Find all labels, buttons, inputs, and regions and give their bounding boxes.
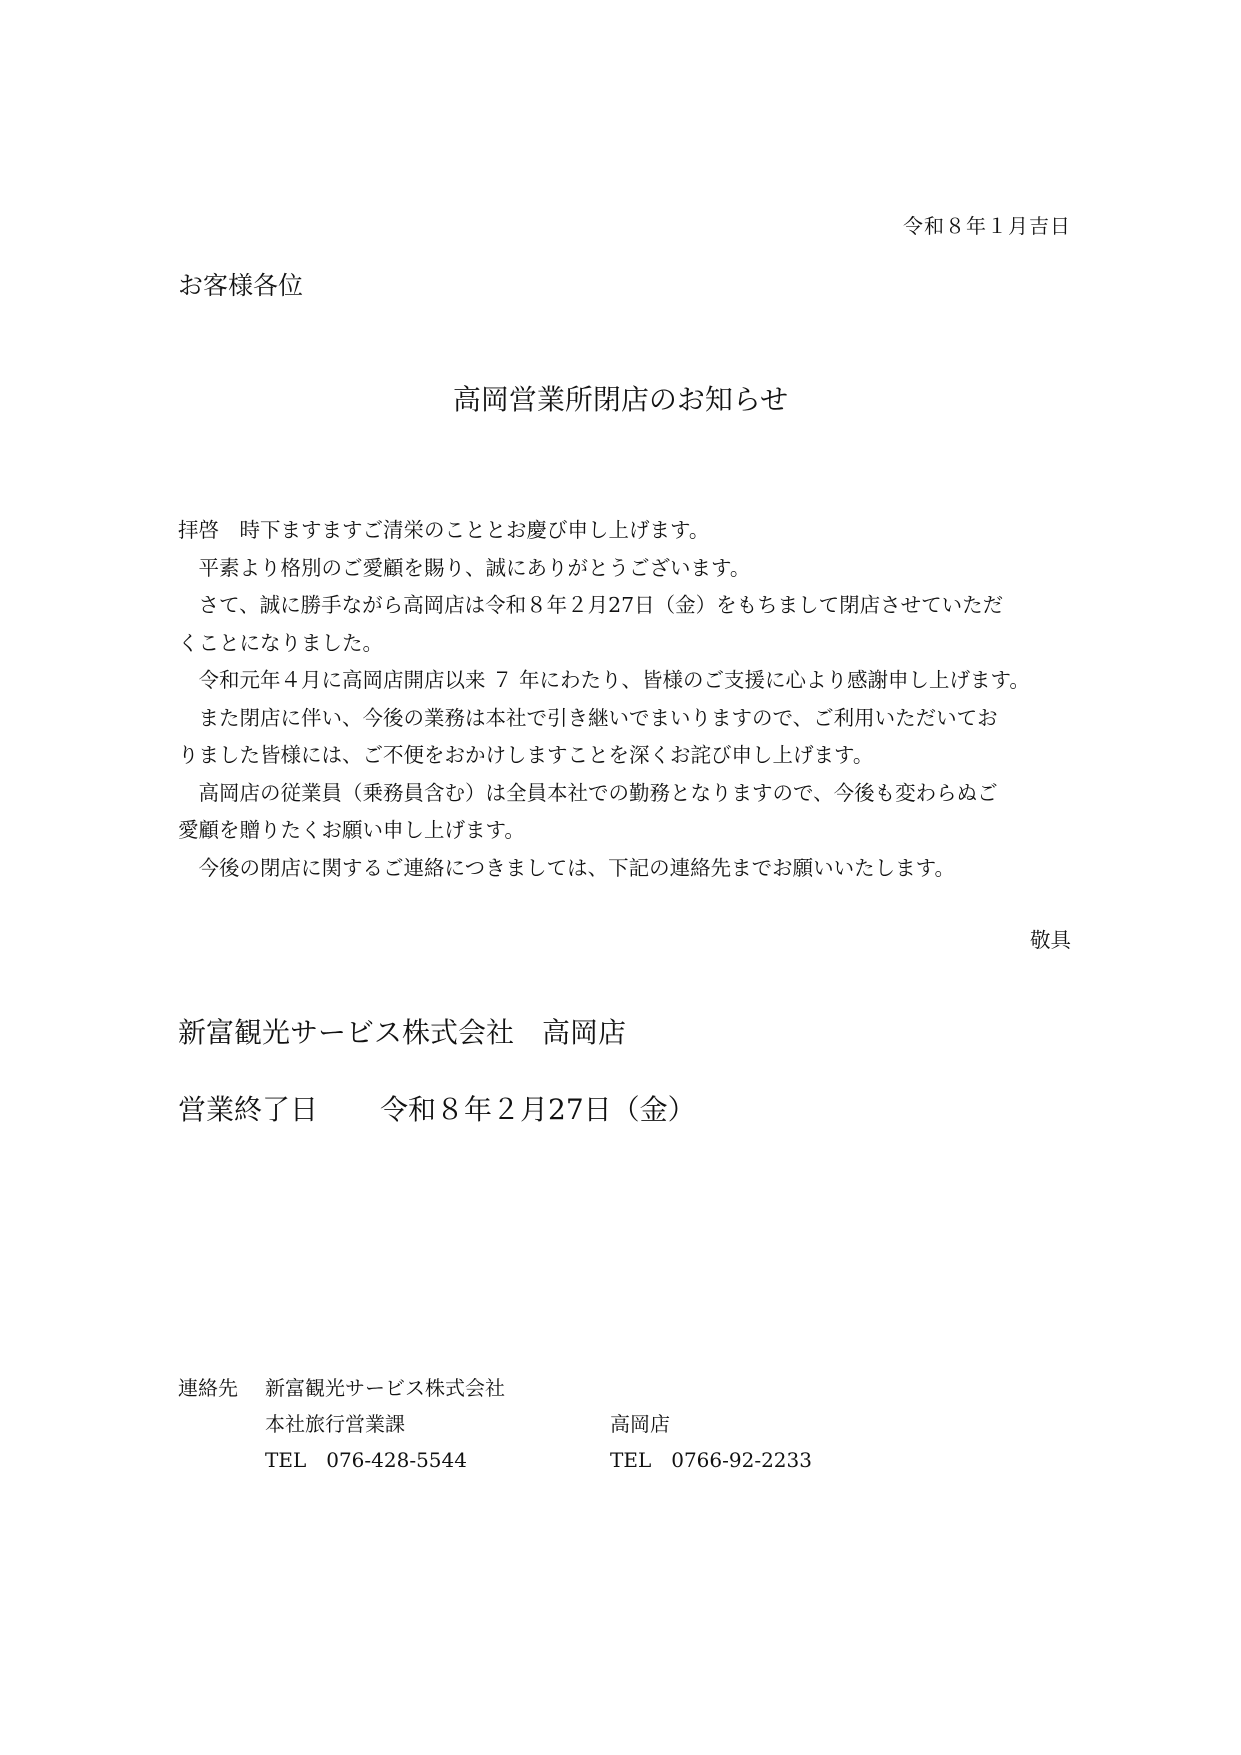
contact-row — [178, 1406, 878, 1442]
end-day-label: 営業終了日 — [178, 1093, 319, 1126]
body-line: 平素より格別のご愛顧を賜り、誠にありがとうございます。 — [178, 555, 751, 580]
branch-tel: TEL 0766-92-2233 — [610, 1448, 812, 1472]
body-line: りました皆様には、ご不便をおかけしますことを深くお詫び申し上げます。 — [178, 743, 874, 767]
body-line: 令和元年４月に高岡店開店以来 ７ 年にわたり、皆様のご支援に心より感謝申し上げます。 — [178, 668, 1030, 692]
company-name: 新富観光サービス株式会社 高岡店 — [178, 1016, 627, 1049]
body-line: 高岡店の従業員（乗務員含む）は全員本社での勤務となりますので、今後も変わらぬご — [178, 780, 998, 805]
document-title: 高岡営業所閉店のお知らせ — [452, 383, 789, 416]
contact-label: 連絡先 — [178, 1376, 238, 1400]
body-line: また閉店に伴い、今後の業務は本社で引き継いでまいりますので、ご利用いただいてお — [178, 705, 998, 730]
body-line: くことになりました。 — [178, 630, 383, 655]
contact-company: 新富観光サービス株式会社 — [265, 1376, 505, 1400]
contact-row — [178, 1370, 878, 1406]
body-line: 今後の閉店に関するご連絡につきましては、下記の連絡先までお願いいたします。 — [178, 855, 955, 880]
body-line: 拝啓 時下ますますご清栄のこととお慶び申し上げます。 — [178, 518, 710, 542]
body-line: 愛顧を贈りたくお願い申し上げます。 — [178, 818, 525, 842]
body-line: さて、誠に勝手ながら高岡店は令和８年２月27日（金）をもちまして閉店させていただ — [178, 593, 1004, 617]
branch-name: 本社旅行営業課 — [265, 1412, 405, 1436]
branch-tel: TEL 076-428-5544 — [265, 1448, 467, 1472]
recipient: お客様各位 — [178, 271, 304, 300]
issue-date: 令和８年１月吉日 — [903, 214, 1071, 238]
business-end-day — [178, 1088, 696, 1128]
contact-row — [178, 1442, 878, 1478]
contact-block — [178, 1370, 878, 1478]
closing-word: 敬具 — [1030, 928, 1071, 952]
branch-name: 高岡店 — [610, 1412, 670, 1436]
end-day-value: 令和８年２月27日（金） — [380, 1093, 696, 1126]
letter-body — [178, 512, 1068, 887]
